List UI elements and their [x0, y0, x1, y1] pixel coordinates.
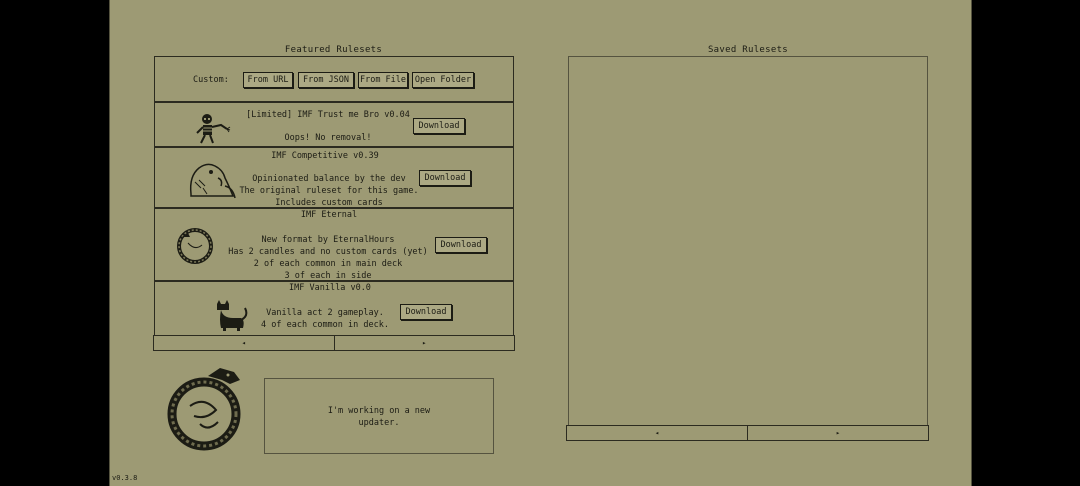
saved-pagination	[566, 425, 929, 441]
ruleset-description: Oops! No removal!	[284, 133, 372, 143]
app-window	[109, 0, 972, 486]
featured-panel	[154, 56, 514, 336]
notice-box	[264, 378, 494, 454]
ruleset-name: IMF Competitive v0.39	[271, 151, 379, 161]
ruleset-description: New format by EternalHours	[261, 235, 395, 245]
ruleset-name: IMF Vanilla v0.0	[289, 283, 371, 293]
ouroboros-icon	[174, 225, 216, 267]
otter-icon	[185, 158, 237, 202]
ruleset-description: Opinionated balance by the dev	[252, 174, 406, 184]
skeleton-icon	[191, 111, 237, 145]
ruleset-description: 4 of each common in deck.	[261, 320, 389, 330]
download-button[interactable]: Download	[400, 304, 452, 320]
ruleset-card-competitive	[155, 148, 513, 209]
ruleset-description: The original ruleset for this game.	[239, 186, 419, 196]
from-json-button[interactable]: From JSON	[298, 72, 354, 88]
download-button[interactable]: Download	[419, 170, 471, 186]
from-url-button[interactable]: From URL	[243, 72, 293, 88]
next-page-button[interactable]: ▸	[835, 429, 841, 437]
open-folder-button[interactable]: Open Folder	[412, 72, 474, 88]
from-file-button[interactable]: From File	[358, 72, 408, 88]
notice-text: updater.	[358, 418, 400, 428]
ruleset-name: IMF Eternal	[300, 210, 358, 220]
ruleset-name: [Limited] IMF Trust me Bro v0.04	[246, 110, 410, 120]
notice-text: I'm working on a new	[327, 406, 431, 416]
ruleset-card-eternal	[155, 209, 513, 282]
version-label: v0.3.8	[112, 474, 138, 482]
featured-title: Featured Rulesets	[284, 45, 383, 55]
ruleset-card-vanilla	[155, 282, 513, 336]
ruleset-card-trust-me-bro	[155, 103, 513, 148]
prev-page-button[interactable]: ◂	[567, 426, 748, 440]
download-button[interactable]: Download	[435, 237, 487, 253]
featured-pagination	[153, 335, 515, 351]
ruleset-description: 3 of each in side	[284, 271, 372, 281]
ruleset-description: Vanilla act 2 gameplay.	[266, 308, 384, 318]
ouroboros-logo-icon	[164, 366, 248, 456]
saved-panel	[568, 56, 928, 426]
ruleset-description: 2 of each common in main deck	[253, 259, 403, 269]
prev-page-button[interactable]: ◂	[154, 336, 335, 350]
download-button[interactable]: Download	[413, 118, 465, 134]
next-page-button[interactable]: ▸	[422, 339, 427, 347]
custom-label: Custom:	[193, 75, 229, 85]
ruleset-description: Includes custom cards	[275, 198, 383, 208]
ruleset-description: Has 2 candles and no custom cards (yet)	[228, 247, 428, 257]
saved-title: Saved Rulesets	[707, 45, 789, 55]
cat-icon	[211, 298, 249, 332]
custom-import-row	[155, 57, 513, 103]
